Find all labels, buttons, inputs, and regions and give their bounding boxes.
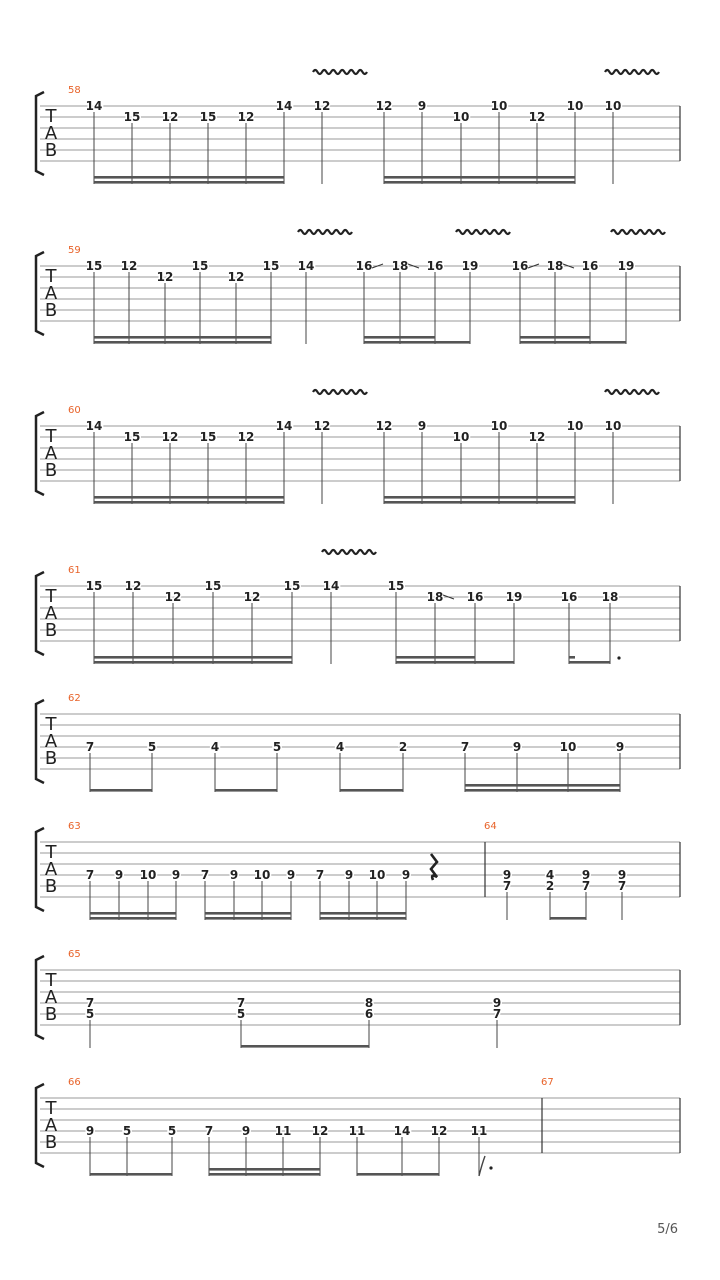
- fret-number: 9: [581, 868, 591, 882]
- beam: [205, 917, 291, 920]
- beam: [94, 501, 284, 504]
- tab-clef-letter: T: [45, 842, 57, 863]
- tab-clef-letter: T: [45, 266, 57, 287]
- fret-number: 5: [272, 740, 282, 754]
- fret-number: 19: [505, 590, 523, 604]
- fret-number: 18: [426, 590, 444, 604]
- fret-number: 10: [490, 99, 508, 113]
- fret-number: 9: [417, 419, 427, 433]
- system-bracket: [36, 1084, 44, 1167]
- fret-number: 14: [85, 419, 103, 433]
- beam: [94, 341, 271, 344]
- system-bracket: [36, 700, 44, 783]
- beam: [90, 789, 152, 792]
- beam: [90, 912, 176, 915]
- fret-number: 7: [581, 879, 591, 893]
- fret-number: 16: [581, 259, 599, 273]
- fret-number: 12: [430, 1124, 448, 1138]
- tab-system: [36, 390, 680, 504]
- fret-number: 12: [161, 110, 179, 124]
- beam: [94, 656, 292, 659]
- beam: [209, 1173, 320, 1176]
- fret-number: 8: [364, 996, 374, 1010]
- fret-number: 15: [387, 579, 405, 593]
- fret-number: 12: [311, 1124, 329, 1138]
- beam: [364, 336, 435, 339]
- fret-number: 18: [391, 259, 409, 273]
- fret-number: 16: [355, 259, 373, 273]
- beam: [340, 789, 403, 792]
- fret-number: 14: [297, 259, 315, 273]
- fret-number: 9: [615, 740, 625, 754]
- fret-number: 10: [139, 868, 157, 882]
- beam: [465, 784, 620, 787]
- fret-number: 12: [120, 259, 138, 273]
- vibrato-mark: [456, 230, 510, 234]
- beam: [550, 917, 586, 920]
- fret-number: 4: [210, 740, 220, 754]
- fret-number: 9: [512, 740, 522, 754]
- beam: [320, 912, 406, 915]
- beam: [569, 661, 610, 664]
- fret-number: 18: [546, 259, 564, 273]
- fret-number: 5: [236, 1007, 246, 1021]
- fret-number: 7: [315, 868, 325, 882]
- fret-number: 15: [191, 259, 209, 273]
- system-bracket: [36, 956, 44, 1039]
- fret-number: 12: [237, 430, 255, 444]
- beam: [384, 176, 575, 179]
- fret-number: 5: [122, 1124, 132, 1138]
- beam: [520, 341, 590, 344]
- fret-number: 16: [426, 259, 444, 273]
- fret-number: 9: [241, 1124, 251, 1138]
- fret-number: 10: [566, 99, 584, 113]
- beam: [590, 341, 626, 344]
- measure-number: 58: [68, 85, 81, 96]
- tab-clef-letter: A: [44, 859, 58, 880]
- tab-clef-letter: A: [44, 283, 58, 304]
- fret-number: 12: [375, 99, 393, 113]
- tab-clef-letter: B: [44, 748, 58, 769]
- measure-number: 65: [68, 949, 81, 960]
- fret-number: 16: [466, 590, 484, 604]
- fret-number: 10: [604, 419, 622, 433]
- fret-number: 9: [502, 868, 512, 882]
- vibrato-mark: [605, 70, 659, 74]
- fret-number: 9: [171, 868, 181, 882]
- vibrato-mark: [611, 230, 665, 234]
- tab-clef-letter: T: [45, 426, 57, 447]
- fret-number: 6: [364, 1007, 374, 1021]
- fret-number: 12: [313, 419, 331, 433]
- fret-number: 16: [511, 259, 529, 273]
- tab-clef-letter: A: [44, 443, 58, 464]
- tab-clef-letter: T: [45, 106, 57, 127]
- fret-number: 18: [601, 590, 619, 604]
- tab-clef-letter: B: [44, 620, 58, 641]
- system-bracket: [36, 572, 44, 655]
- fret-number: 14: [393, 1124, 411, 1138]
- tab-clef-letter: T: [45, 1098, 57, 1119]
- fret-number: 10: [604, 99, 622, 113]
- measure-number: 62: [68, 693, 81, 704]
- vibrato-mark: [605, 390, 659, 394]
- quarter-rest: [431, 854, 437, 880]
- fret-number: 10: [368, 868, 386, 882]
- fret-number: 12: [237, 110, 255, 124]
- fret-number: 12: [156, 270, 174, 284]
- fret-number: 12: [528, 430, 546, 444]
- page-number: 5/6: [657, 1222, 678, 1237]
- measure-number: 63: [68, 821, 81, 832]
- beam: [205, 912, 291, 915]
- fret-number: 14: [322, 579, 340, 593]
- vibrato-mark: [313, 70, 367, 74]
- tab-clef-letter: B: [44, 1004, 58, 1025]
- beam: [364, 341, 435, 344]
- fret-number: 9: [344, 868, 354, 882]
- fret-number: 7: [85, 996, 95, 1010]
- fret-number: 15: [85, 579, 103, 593]
- fret-number: 10: [253, 868, 271, 882]
- fret-number: 9: [492, 996, 502, 1010]
- fret-number: 12: [161, 430, 179, 444]
- fret-number: 5: [147, 740, 157, 754]
- beam: [209, 1168, 320, 1171]
- tab-clef-letter: B: [44, 876, 58, 897]
- fret-number: 7: [236, 996, 246, 1010]
- fret-number: 15: [199, 430, 217, 444]
- vibrato-mark: [322, 550, 376, 554]
- fret-number: 2: [398, 740, 408, 754]
- fret-number: 10: [452, 110, 470, 124]
- fret-number: 16: [560, 590, 578, 604]
- fret-number: 5: [85, 1007, 95, 1021]
- beam: [320, 917, 406, 920]
- fret-number: 9: [114, 868, 124, 882]
- fret-number: 19: [617, 259, 635, 273]
- tab-clef-letter: T: [45, 714, 57, 735]
- beam: [90, 917, 176, 920]
- fret-number: 7: [617, 879, 627, 893]
- tab-clef-letter: T: [45, 970, 57, 991]
- note-flag: [479, 1156, 485, 1176]
- tab-clef-letter: B: [44, 460, 58, 481]
- tab-clef-letter: A: [44, 731, 58, 752]
- duration-dot: [617, 656, 620, 659]
- beam: [396, 656, 475, 659]
- fret-number: 15: [123, 430, 141, 444]
- tab-clef-letter: B: [44, 140, 58, 161]
- vibrato-mark: [298, 230, 352, 234]
- fret-number: 10: [490, 419, 508, 433]
- fret-number: 15: [204, 579, 222, 593]
- fret-number: 7: [204, 1124, 214, 1138]
- system-bracket: [36, 412, 44, 495]
- fret-number: 15: [283, 579, 301, 593]
- fret-number: 14: [275, 99, 293, 113]
- fret-number: 11: [470, 1124, 488, 1138]
- tab-clef-letter: A: [44, 987, 58, 1008]
- fret-number: 7: [200, 868, 210, 882]
- tab-clef-letter: B: [44, 300, 58, 321]
- beam: [520, 336, 590, 339]
- beam-stub: [569, 656, 575, 659]
- fret-number: 12: [313, 99, 331, 113]
- fret-number: 19: [461, 259, 479, 273]
- fret-number: 11: [274, 1124, 292, 1138]
- fret-number: 9: [617, 868, 627, 882]
- fret-number: 4: [335, 740, 345, 754]
- tab-clef-letter: A: [44, 123, 58, 144]
- beam: [94, 661, 292, 664]
- fret-number: 9: [401, 868, 411, 882]
- system-bracket: [36, 828, 44, 911]
- fret-number: 9: [85, 1124, 95, 1138]
- measure-number: 64: [484, 821, 497, 832]
- tab-system: [36, 821, 680, 920]
- fret-number: 15: [262, 259, 280, 273]
- fret-number: 12: [243, 590, 261, 604]
- fret-number: 12: [227, 270, 245, 284]
- fret-number: 14: [275, 419, 293, 433]
- beam: [94, 336, 271, 339]
- duration-dot: [489, 1166, 492, 1169]
- tab-system: [36, 230, 680, 344]
- beam: [384, 501, 575, 504]
- beam: [94, 181, 284, 184]
- tab-clef-letter: B: [44, 1132, 58, 1153]
- system-bracket: [36, 92, 44, 175]
- fret-number: 7: [85, 868, 95, 882]
- fret-number: 11: [348, 1124, 366, 1138]
- fret-number: 7: [460, 740, 470, 754]
- beam: [94, 176, 284, 179]
- tab-clef-letter: A: [44, 1115, 58, 1136]
- tab-system: [36, 70, 680, 184]
- fret-number: 12: [375, 419, 393, 433]
- beam: [475, 661, 514, 664]
- fret-number: 7: [492, 1007, 502, 1021]
- beam: [465, 789, 620, 792]
- fret-number: 15: [123, 110, 141, 124]
- measure-number: 59: [68, 245, 81, 256]
- fret-number: 9: [286, 868, 296, 882]
- beam: [396, 661, 475, 664]
- beam: [94, 496, 284, 499]
- fret-number: 12: [528, 110, 546, 124]
- beam: [90, 1173, 172, 1176]
- fret-number: 7: [502, 879, 512, 893]
- fret-number: 10: [559, 740, 577, 754]
- vibrato-mark: [313, 390, 367, 394]
- measure-number: 60: [68, 405, 81, 416]
- fret-number: 7: [85, 740, 95, 754]
- measure-number: 66: [68, 1077, 81, 1088]
- fret-number: 2: [545, 879, 555, 893]
- beam: [435, 341, 470, 344]
- measure-number: 61: [68, 565, 81, 576]
- fret-number: 15: [199, 110, 217, 124]
- fret-number: 12: [164, 590, 182, 604]
- tab-system: [36, 949, 680, 1048]
- fret-number: 15: [85, 259, 103, 273]
- beam: [384, 181, 575, 184]
- tab-system: [36, 1077, 680, 1176]
- fret-number: 10: [452, 430, 470, 444]
- beam: [357, 1173, 439, 1176]
- tab-clef-letter: A: [44, 603, 58, 624]
- fret-number: 10: [566, 419, 584, 433]
- system-bracket: [36, 252, 44, 335]
- beam: [215, 789, 277, 792]
- measure-number: 67: [541, 1077, 554, 1088]
- fret-number: 12: [124, 579, 142, 593]
- tab-system: [36, 550, 680, 664]
- fret-number: 14: [85, 99, 103, 113]
- fret-number: 9: [417, 99, 427, 113]
- tab-clef-letter: T: [45, 586, 57, 607]
- fret-number: 4: [545, 868, 555, 882]
- beam: [384, 496, 575, 499]
- tab-system: [36, 693, 680, 792]
- fret-number: 9: [229, 868, 239, 882]
- beam: [241, 1045, 369, 1048]
- fret-number: 5: [167, 1124, 177, 1138]
